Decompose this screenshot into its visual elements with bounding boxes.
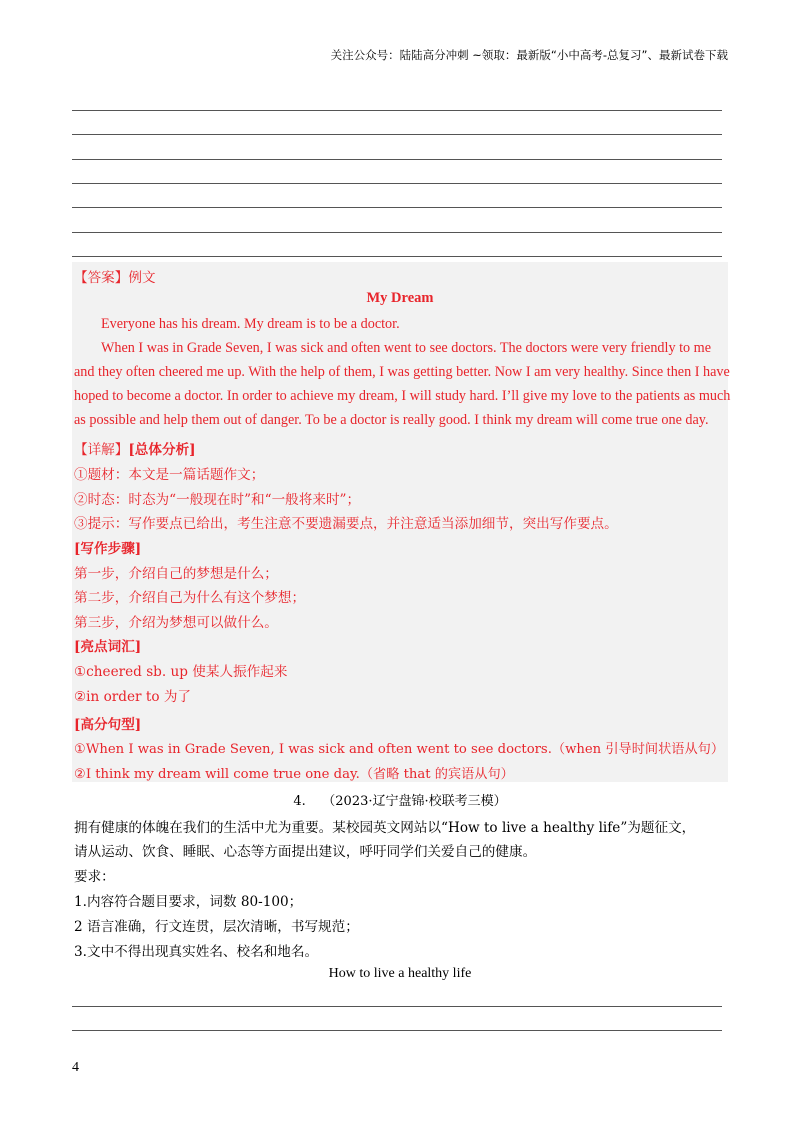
overall-point: ①题材：本文是一篇话题作文；	[74, 467, 265, 483]
prompt-line: 拥有健康的体魄在我们的生活中尤为重要。某校园英文网站以“How to live a healthy life”为题征文，	[74, 820, 696, 836]
vocab-item: ①cheered sb. up 使某人振作起来	[74, 664, 288, 680]
detail-label: 【详解】	[74, 442, 129, 458]
essay-title: My Dream	[366, 290, 434, 306]
writing-line	[72, 159, 722, 160]
requirement-item: 2 语言准确，行文连贯，层次清晰，书写规范；	[74, 919, 359, 935]
writing-line	[72, 207, 722, 208]
answer-label: 【答案】例文	[74, 270, 156, 286]
step-item: 第三步，介绍为梦想可以做什么。	[74, 615, 278, 631]
vocab-heading: [亮点词汇]	[74, 639, 142, 655]
essay-paragraph: Everyone has his dream. My dream is to be a doctor.	[101, 316, 400, 332]
requirements-label: 要求：	[74, 869, 115, 885]
essay-paragraph: and they often cheered me up. With the help of them, I was getting better. Now I am very healthy. Since then I have	[74, 364, 730, 380]
writing-line	[72, 110, 722, 111]
page-number: 4	[72, 1060, 79, 1075]
essay-paragraph: When I was in Grade Seven, I was sick and often went to see doctors. The doctors were very friendly to me	[101, 340, 711, 356]
question-number: 4.	[293, 794, 306, 809]
page-header: 关注公众号：陆陆高分冲刺 ~领取：最新版“小中高考-总复习”、最新试卷下载	[330, 48, 728, 62]
step-item: 第一步，介绍自己的梦想是什么；	[74, 566, 278, 582]
step-item: 第二步，介绍自己为什么有这个梦想；	[74, 590, 306, 606]
writing-line	[72, 1030, 722, 1031]
sentence-item: ②I think my dream will come true one day.（省略 that 的宾语从句）	[74, 767, 514, 782]
essay-paragraph: as possible and help them out of danger. To be a doctor is really good. I think my dream will come true one day.	[74, 412, 709, 428]
writing-line	[72, 232, 722, 233]
writing-line	[72, 1006, 722, 1007]
writing-line	[72, 256, 722, 257]
question-header	[0, 790, 800, 809]
question-source: （2023·辽宁盘锦·校联考三模）	[322, 794, 507, 809]
overall-point: ②时态：时态为“一般现在时”和“一般将来时”；	[74, 492, 361, 508]
sentences-heading: [高分句型]	[74, 717, 142, 733]
essay-prompt-title: How to live a healthy life	[328, 966, 472, 981]
requirement-item: 3.文中不得出现真实姓名、校名和地名。	[74, 944, 319, 960]
sentence-item: ①When I was in Grade Seven, I was sick and often went to see doctors.（when 引导时间状语从句）	[74, 742, 725, 757]
detail-heading	[74, 438, 196, 458]
writing-line	[72, 134, 722, 135]
overall-point: ③提示：写作要点已给出，考生注意不要遗漏要点，并注意适当添加细节，突出写作要点。	[74, 516, 618, 532]
vocab-item: ②in order to 为了	[74, 689, 192, 705]
requirement-item: 1.内容符合题目要求，词数 80-100；	[74, 894, 303, 910]
prompt-line: 请从运动、饮食、睡眠、心态等方面提出建议，呼吁同学们关爱自己的健康。	[74, 844, 537, 860]
writing-line	[72, 183, 722, 184]
essay-paragraph: hoped to become a doctor. In order to achieve my dream, I will study hard. I’ll give my love to the patients as much	[74, 388, 731, 404]
steps-heading: [写作步骤]	[74, 541, 142, 557]
overall-heading: [总体分析]	[128, 442, 196, 458]
